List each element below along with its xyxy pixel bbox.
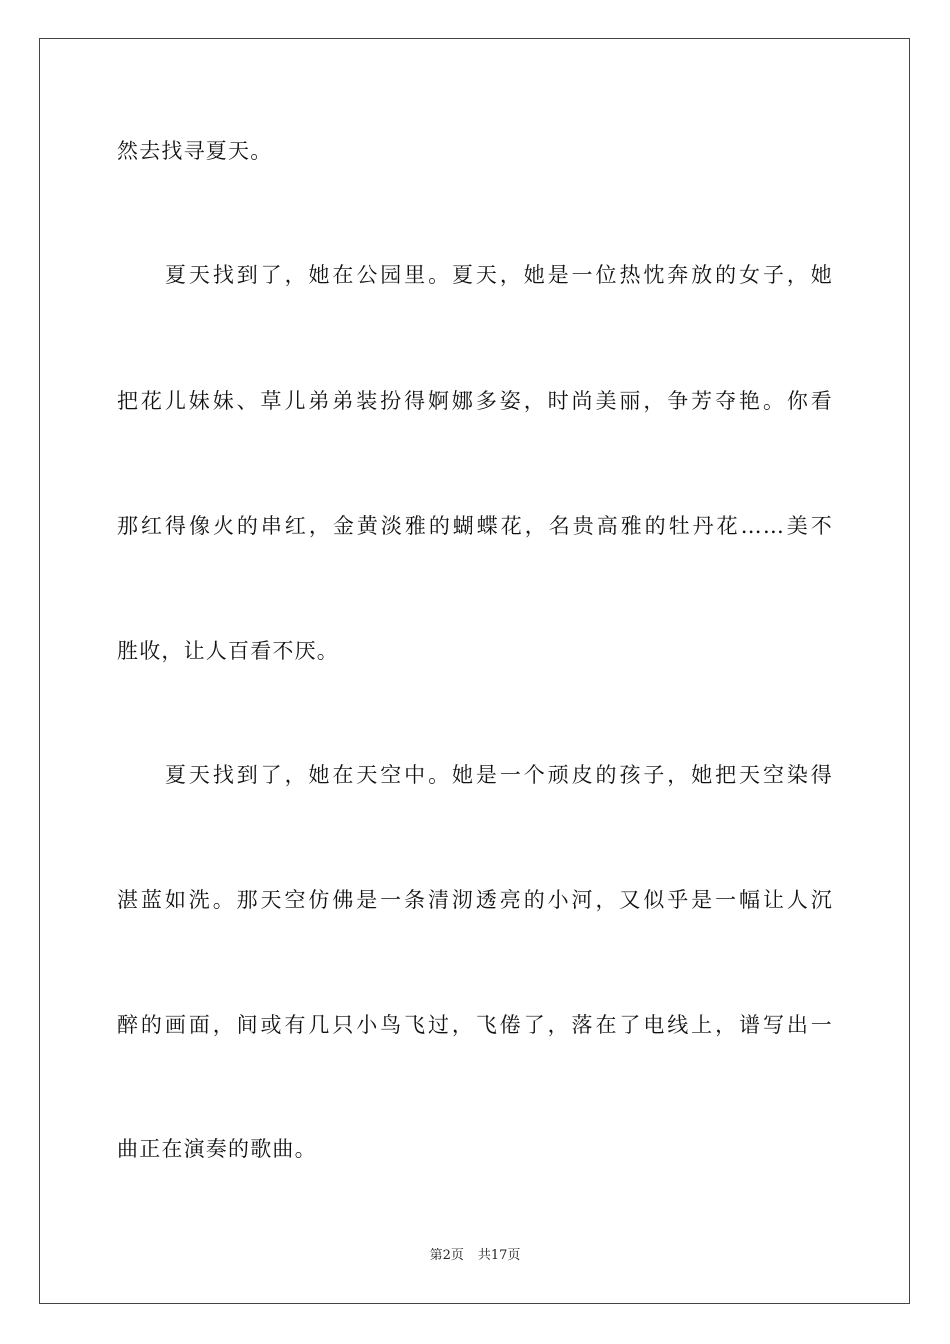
text-line-7: 湛蓝如洗。那天空仿佛是一条清沏透亮的小河，又似乎是一幅让人沉 (117, 888, 833, 912)
text-line-1: 然去找寻夏天。 (117, 139, 273, 163)
text-line-8: 醉的画面，间或有几只小鸟飞过，飞倦了，落在了电线上，谱写出一 (117, 1013, 833, 1037)
page-number: 第2页 (429, 1248, 464, 1263)
text-line-4: 那红得像火的串红，金黄淡雅的蝴蝶花，名贵高雅的牡丹花……美不 (117, 514, 833, 538)
page-footer (0, 1247, 950, 1265)
text-line-2: 夏天找到了，她在公园里。夏天，她是一位热忱奔放的女子，她 (165, 263, 833, 287)
page-frame (39, 38, 910, 1304)
page-total: 共17页 (477, 1248, 521, 1263)
text-line-6: 夏天找到了，她在天空中。她是一个顽皮的孩子，她把天空染得 (165, 763, 833, 787)
text-line-9: 曲正在演奏的歌曲。 (117, 1137, 317, 1161)
text-line-5: 胜收，让人百看不厌。 (117, 639, 339, 663)
text-line-3: 把花儿妹妹、草儿弟弟装扮得婀娜多姿，时尚美丽，争芳夺艳。你看 (117, 389, 833, 413)
